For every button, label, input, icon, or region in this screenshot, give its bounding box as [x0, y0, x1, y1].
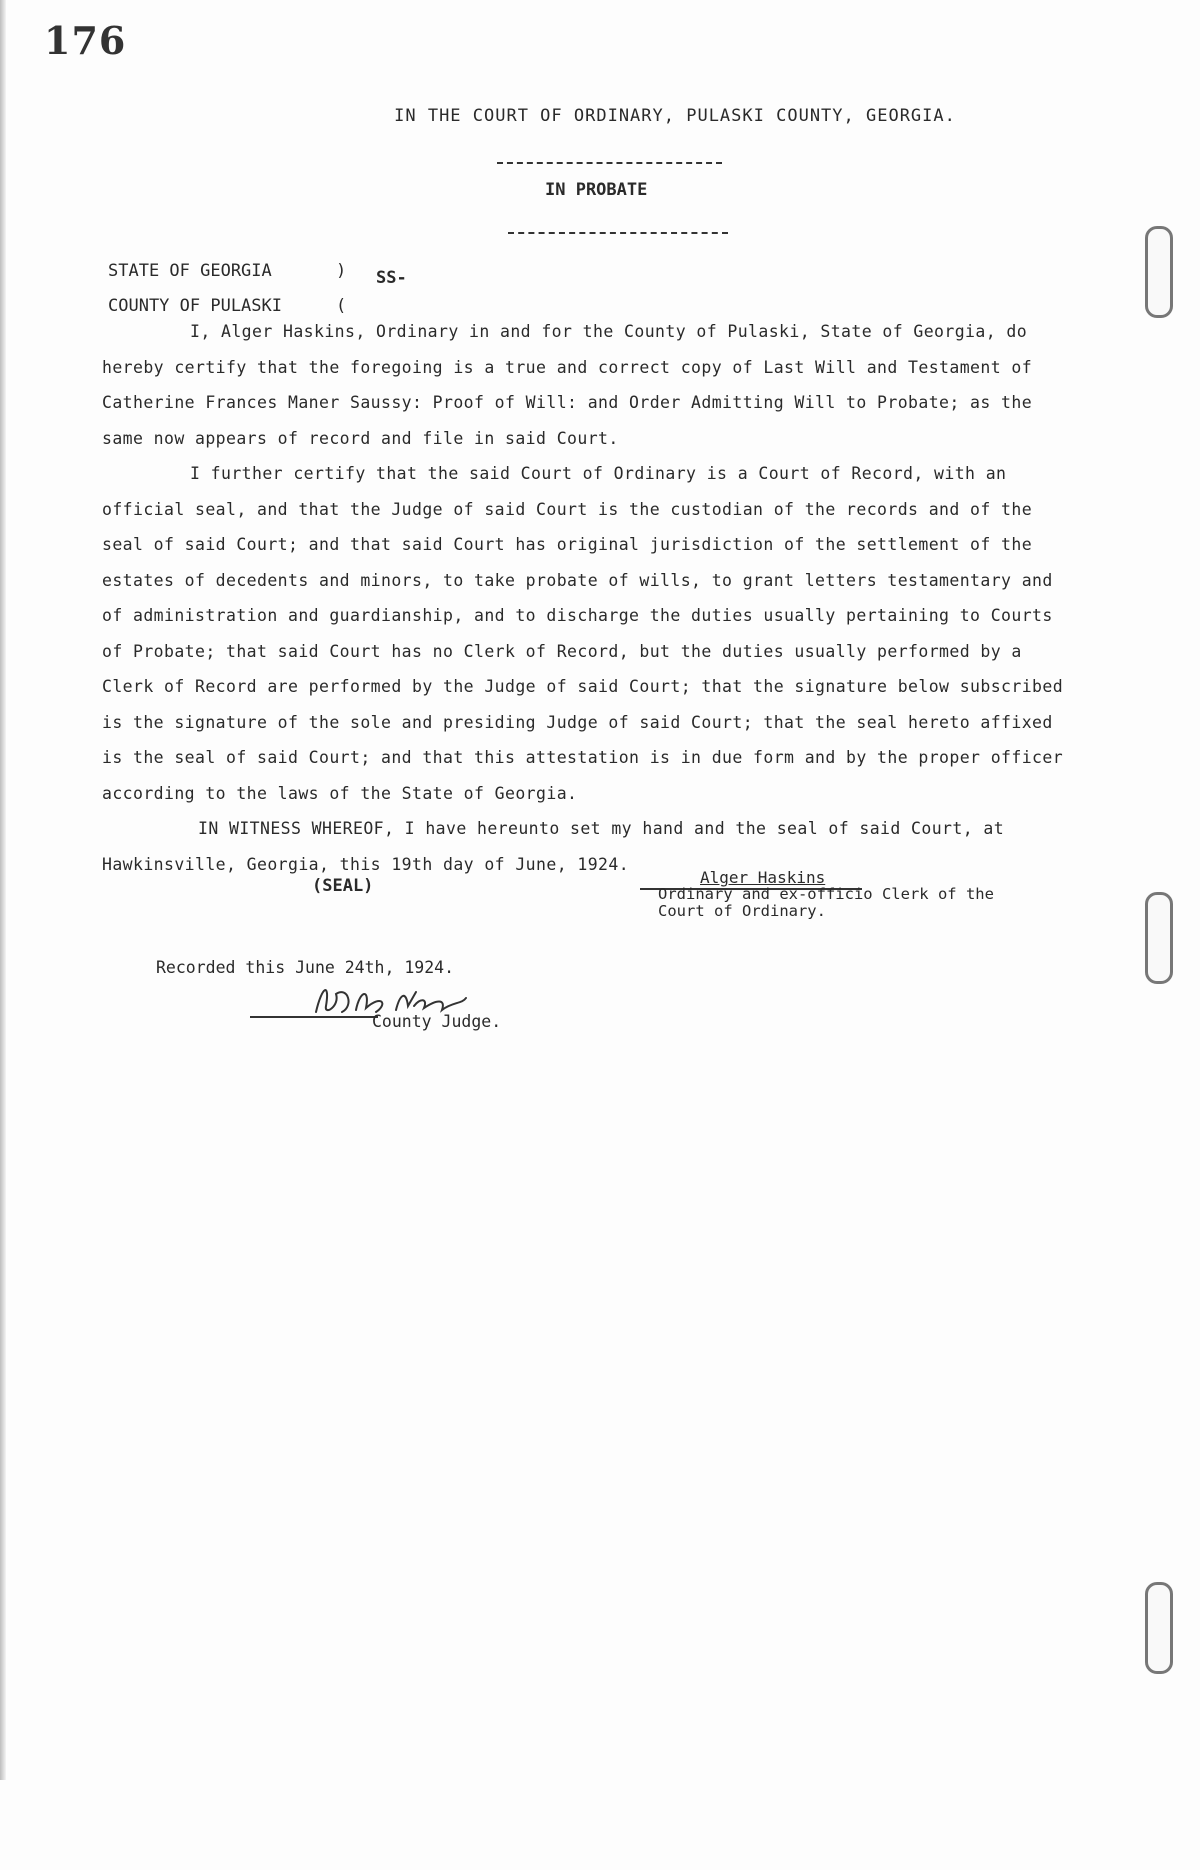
- binder-hole-icon: [1145, 1582, 1173, 1674]
- probate-heading: IN PROBATE: [545, 180, 648, 200]
- page-edge-shadow: [0, 0, 6, 1780]
- venue-ss: SS-: [376, 268, 407, 288]
- paragraph-text: I further certify that the said Court of Ordinary is a Court of Record, with an official seal, and that the Judge of said Court is the custodian of the records and of the seal of said Court; and that said Court has original jurisdiction of the settlement of the estates of decedents and minors, to take probate of wills, to grant letters testamentary and of administration and guardianship, and to discharge the duties usually pertaining to Courts of Probate; that said Court has no Clerk of Record, but the duties usually performed by a Clerk of Record are performed by the Judge of said Court; that the signature below subscribed is the signature of the sole and presiding Judge of said Court; that the seal hereto affixed is the seal of said Court; and that this attestation is in due form and by the proper officer according to the laws of the State of Georgia.: [102, 464, 1064, 803]
- ordinary-title-line: Court of Ordinary.: [658, 902, 826, 920]
- venue-state-row: [108, 254, 366, 289]
- heading-divider: [508, 232, 728, 234]
- ordinary-title-line: Ordinary and ex-officio Clerk of the: [658, 885, 994, 903]
- binder-hole-icon: [1145, 226, 1173, 318]
- paragraph-certify-copy: [102, 314, 1072, 456]
- court-heading: IN THE COURT OF ORDINARY, PULASKI COUNTY, GEORGIA.: [394, 106, 956, 126]
- venue-bracket: ): [336, 261, 347, 281]
- seal-label: (SEAL): [312, 876, 374, 896]
- paragraph-text: I, Alger Haskins, Ordinary in and for the County of Pulaski, State of Georgia, do hereby certify that the foregoing is a true and correct copy of Last Will and Testament of Catherine Frances Maner Saussy: Proof of Will: and Order Admitting Will to Probate; as the same now appears of record and file in said Court.: [102, 322, 1033, 448]
- ordinary-title: [658, 886, 994, 920]
- certificate-body: [102, 314, 1072, 882]
- heading-divider: [497, 162, 722, 164]
- paragraph-witness: [102, 811, 1072, 882]
- venue-state: STATE OF GEORGIA: [108, 261, 272, 281]
- recorded-note: Recorded this June 24th, 1924.: [156, 958, 455, 977]
- binder-hole-icon: [1145, 892, 1173, 984]
- judge-title: County Judge.: [372, 1012, 502, 1031]
- paragraph-court-of-record: [102, 456, 1072, 811]
- venue-county: COUNTY OF PULASKI: [108, 296, 282, 316]
- signature-line: [250, 1016, 378, 1018]
- page-number: 176: [44, 18, 127, 63]
- ordinary-signature: Alger Haskins: [700, 868, 826, 887]
- venue-bracket: (: [336, 296, 347, 316]
- paragraph-text: IN WITNESS WHEREOF, I have hereunto set my hand and the seal of said Court, at Hawkinsville, Georgia, this 19th day of June, 1924.: [102, 819, 1005, 874]
